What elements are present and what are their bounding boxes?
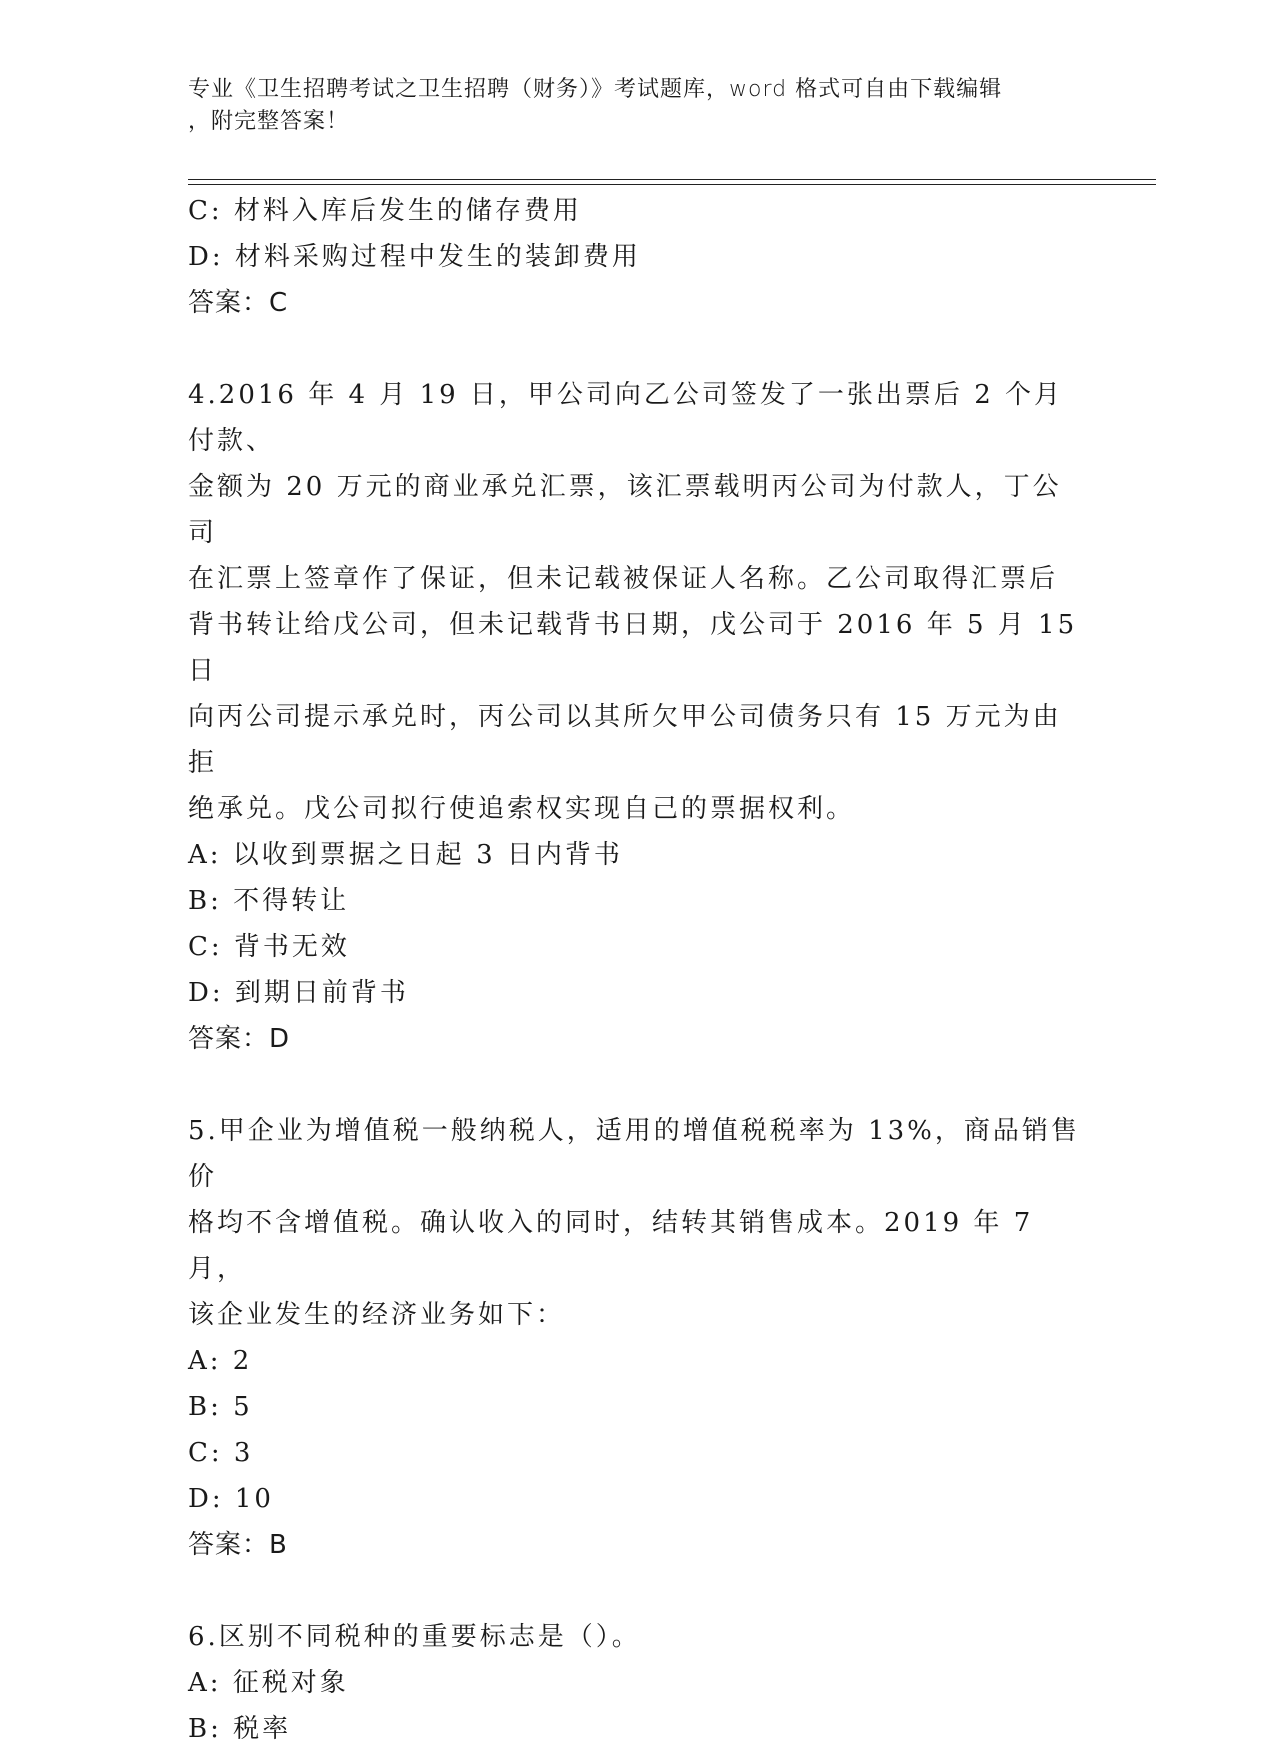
option-d: D: 到期日前背书 (188, 978, 409, 1008)
question-line: 向丙公司提示承兑时，丙公司以其所欠甲公司债务只有 15 万元为由拒 (188, 702, 1062, 778)
spacer (188, 1568, 1088, 1614)
answer: 答案：B (188, 1530, 288, 1560)
question-6 (188, 1614, 1088, 1752)
question-line: 该企业发生的经济业务如下： (188, 1300, 566, 1330)
spacer (188, 1062, 1088, 1108)
question-line: 背书转让给戊公司，但未记载背书日期，戊公司于 2016 年 5 月 15 日 (188, 610, 1078, 686)
option-c: C: 背书无效 (188, 932, 350, 962)
answer: 答案：D (188, 1024, 291, 1054)
question-line: 金额为 20 万元的商业承兑汇票，该汇票载明丙公司为付款人，丁公司 (188, 472, 1062, 548)
question-line: 绝承兑。戊公司拟行使追索权实现自己的票据权利。 (188, 794, 856, 824)
question-text (188, 1108, 1088, 1338)
question-4 (188, 372, 1088, 1062)
header-line-1: 专业《卫生招聘考试之卫生招聘（财务）》考试题库，word 格式可自由下载编辑 (188, 77, 1003, 102)
spacer (188, 326, 1088, 372)
header-divider-top (188, 179, 1156, 180)
option-b: B: 5 (188, 1392, 253, 1422)
option-b: B: 税率 (188, 1714, 292, 1744)
document-body (188, 188, 1088, 1752)
question-5 (188, 1108, 1088, 1568)
question-line: 在汇票上签章作了保证，但未记载被保证人名称。乙公司取得汇票后 (188, 564, 1059, 594)
option-a: A: 以收到票据之日起 3 日内背书 (188, 840, 623, 870)
question-text: 6.区别不同税种的重要标志是（）。 (188, 1622, 641, 1652)
answer: 答案：C (188, 288, 289, 318)
question-line: 4.2016 年 4 月 19 日，甲公司向乙公司签发了一张出票后 2 个月付款、 (188, 380, 1063, 456)
question-line: 格均不含增值税。确认收入的同时，结转其销售成本。2019 年 7 月， (188, 1208, 1034, 1284)
question-line: 5.甲企业为增值税一般纳税人，适用的增值税税率为 13%，商品销售价 (188, 1116, 1080, 1192)
option-c: C: 材料入库后发生的储存费用 (188, 196, 582, 226)
question-text (188, 372, 1088, 832)
question-3-tail (188, 188, 1088, 326)
header-line-2: ，附完整答案！ (188, 109, 350, 134)
option-c: C: 3 (188, 1438, 254, 1468)
header-divider-bottom (188, 184, 1156, 185)
option-b: B: 不得转让 (188, 886, 350, 916)
option-a: A: 2 (188, 1346, 253, 1376)
page-header (188, 74, 1088, 138)
option-a: A: 征税对象 (188, 1668, 349, 1698)
option-d: D: 10 (188, 1484, 274, 1514)
option-d: D: 材料采购过程中发生的装卸费用 (188, 242, 641, 272)
